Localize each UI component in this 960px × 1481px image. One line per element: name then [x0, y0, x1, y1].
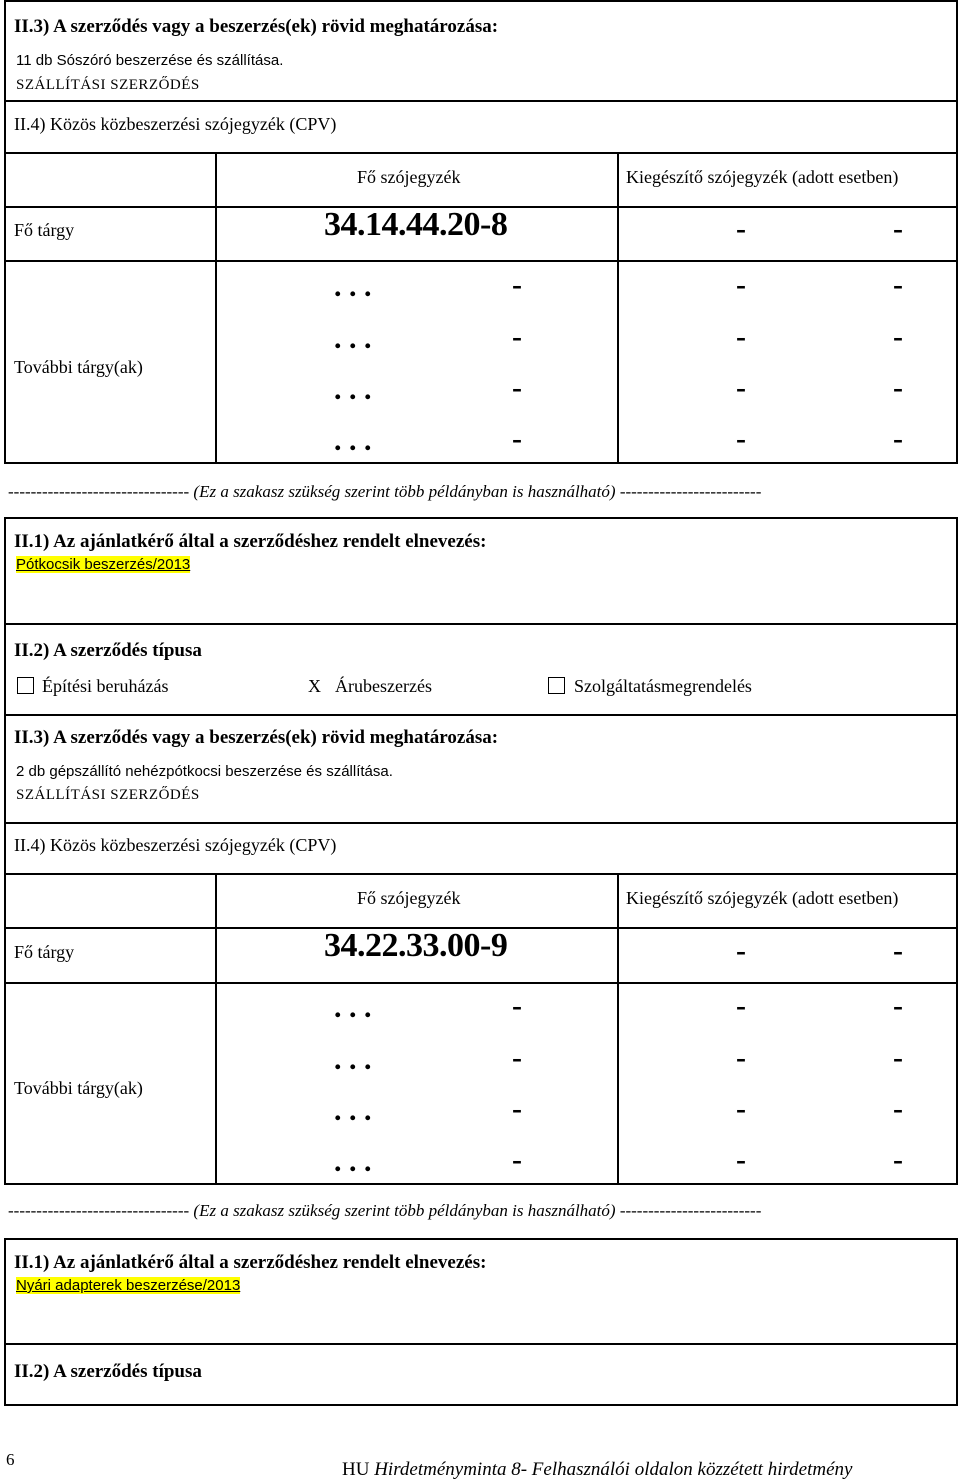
top-cpv-col-divider-2 [617, 152, 619, 464]
top-cpv-main-supp-dash-1: - [736, 212, 746, 245]
top-cpv-col-divider-1 [215, 152, 217, 464]
top-further-dash-2: - [512, 320, 522, 353]
middle-cpv-col-divider-1 [215, 873, 217, 1185]
top-further-dash-3: - [512, 371, 522, 404]
top-further-supp-dash-2b: - [893, 320, 903, 353]
middle-cpv-col-main: Fő szójegyzék [357, 888, 461, 908]
top-further-dots-1: . . . [334, 270, 372, 303]
middle-cpv-rule-3 [4, 982, 958, 984]
top-s4-header: II.4) Közös közbeszerzési szójegyzék (CPV) [14, 114, 337, 134]
middle-cpv-rule-1 [4, 873, 958, 875]
top-cpv-col-main: Fő szójegyzék [357, 167, 461, 187]
checkbox-services[interactable] [548, 677, 565, 694]
top-s3-desc: 11 db Sószóró beszerzése és szállítása. [16, 52, 284, 69]
top-further-supp-dash-4a: - [736, 422, 746, 455]
checkbox-construction[interactable] [17, 677, 34, 694]
middle-cpv-main-code: 34.22.33.00-9 [324, 927, 508, 964]
top-further-dots-2: . . . [334, 322, 372, 355]
top-further-dash-4: - [512, 422, 522, 455]
section-separator-1: -------------------------------- (Ez a szakasz szükség szerint több példányban is használható) ------------------------- [8, 482, 762, 501]
middle-further-dash-4: - [512, 1143, 522, 1176]
middle-cpv-col-supp: Kiegészítő szójegyzék (adott esetben) [626, 888, 899, 908]
footer-title: HU Hirdetményminta 8- Felhasználói oldalon közzétett hirdetmény [342, 1459, 853, 1480]
middle-further-supp-dash-2b: - [893, 1041, 903, 1074]
section-separator-2: -------------------------------- (Ez a szakasz szükség szerint több példányban is használható) ------------------------- [8, 1201, 762, 1220]
middle-further-dots-1: . . . [334, 991, 372, 1024]
label-services: Szolgáltatásmegrendelés [574, 676, 752, 696]
bottom-s1-header: II.1) Az ajánlatkérő által a szerződéshez rendelt elnevezés: [14, 1252, 487, 1273]
middle-further-dots-3: . . . [334, 1094, 372, 1127]
middle-further-supp-dash-3a: - [736, 1092, 746, 1125]
middle-cpv-col-divider-2 [617, 873, 619, 1185]
top-cpv-rule-1 [4, 152, 958, 154]
middle-cpv-main-supp-dash-2: - [893, 934, 903, 967]
middle-further-supp-dash-3b: - [893, 1092, 903, 1125]
top-cpv-further-label: További tárgy(ak) [14, 357, 143, 377]
top-further-supp-dash-3a: - [736, 371, 746, 404]
middle-further-dots-2: . . . [334, 1043, 372, 1076]
middle-s1-header: II.1) Az ajánlatkérő által a szerződéshez rendelt elnevezés: [14, 531, 487, 552]
middle-further-supp-dash-1b: - [893, 989, 903, 1022]
middle-further-supp-dash-1a: - [736, 989, 746, 1022]
middle-further-dash-3: - [512, 1092, 522, 1125]
top-cpv-main-code: 34.14.44.20-8 [324, 206, 508, 243]
middle-cpv-main-label: Fő tárgy [14, 942, 75, 962]
top-further-supp-dash-2a: - [736, 320, 746, 353]
label-construction: Építési beruházás [42, 676, 169, 696]
middle-cpv-further-label: További tárgy(ak) [14, 1078, 143, 1098]
middle-further-dash-1: - [512, 989, 522, 1022]
bottom-name-rule [4, 1343, 958, 1345]
middle-further-supp-dash-4b: - [893, 1143, 903, 1176]
middle-desc-rule [4, 822, 958, 824]
top-further-supp-dash-1b: - [893, 268, 903, 301]
top-further-supp-dash-3b: - [893, 371, 903, 404]
middle-further-supp-dash-4a: - [736, 1143, 746, 1176]
bottom-s1-name: Nyári adapterek beszerzése/2013 [16, 1277, 241, 1294]
bottom-s2-header: II.2) A szerződés típusa [14, 1361, 202, 1382]
middle-s1-name: Pótkocsik beszerzés/2013 [16, 556, 191, 573]
middle-s4-header: II.4) Közös közbeszerzési szójegyzék (CPV) [14, 835, 337, 855]
top-cpv-main-label: Fő tárgy [14, 220, 75, 240]
checkbox-supply-mark[interactable]: X [308, 676, 321, 696]
top-cpv-rule-3 [4, 260, 958, 262]
middle-s3-header: II.3) A szerződés vagy a beszerzés(ek) rövid meghatározása: [14, 727, 499, 748]
middle-s3-desc: 2 db gépszállító nehézpótkocsi beszerzése és szállítása. [16, 763, 393, 780]
label-supply: Árubeszerzés [335, 676, 432, 696]
top-s3-header: II.3) A szerződés vagy a beszerzés(ek) rövid meghatározása: [14, 16, 499, 37]
middle-type-rule [4, 714, 958, 716]
middle-s2-header: II.2) A szerződés típusa [14, 640, 202, 661]
top-cpv-main-supp-dash-2: - [893, 212, 903, 245]
middle-s3-type: SZÁLLÍTÁSI SZERZŐDÉS [16, 787, 200, 803]
middle-name-rule [4, 623, 958, 625]
top-further-supp-dash-4b: - [893, 422, 903, 455]
top-further-supp-dash-1a: - [736, 268, 746, 301]
top-further-dots-3: . . . [334, 373, 372, 406]
top-section-inner-rule [4, 100, 958, 102]
top-s3-type: SZÁLLÍTÁSI SZERZŐDÉS [16, 77, 200, 93]
top-further-dots-4: . . . [334, 424, 372, 457]
middle-further-supp-dash-2a: - [736, 1041, 746, 1074]
middle-further-dash-2: - [512, 1041, 522, 1074]
middle-cpv-main-supp-dash-1: - [736, 934, 746, 967]
page-number: 6 [6, 1450, 15, 1469]
top-cpv-col-supp: Kiegészítő szójegyzék (adott esetben) [626, 167, 899, 187]
top-further-dash-1: - [512, 268, 522, 301]
middle-further-dots-4: . . . [334, 1145, 372, 1178]
